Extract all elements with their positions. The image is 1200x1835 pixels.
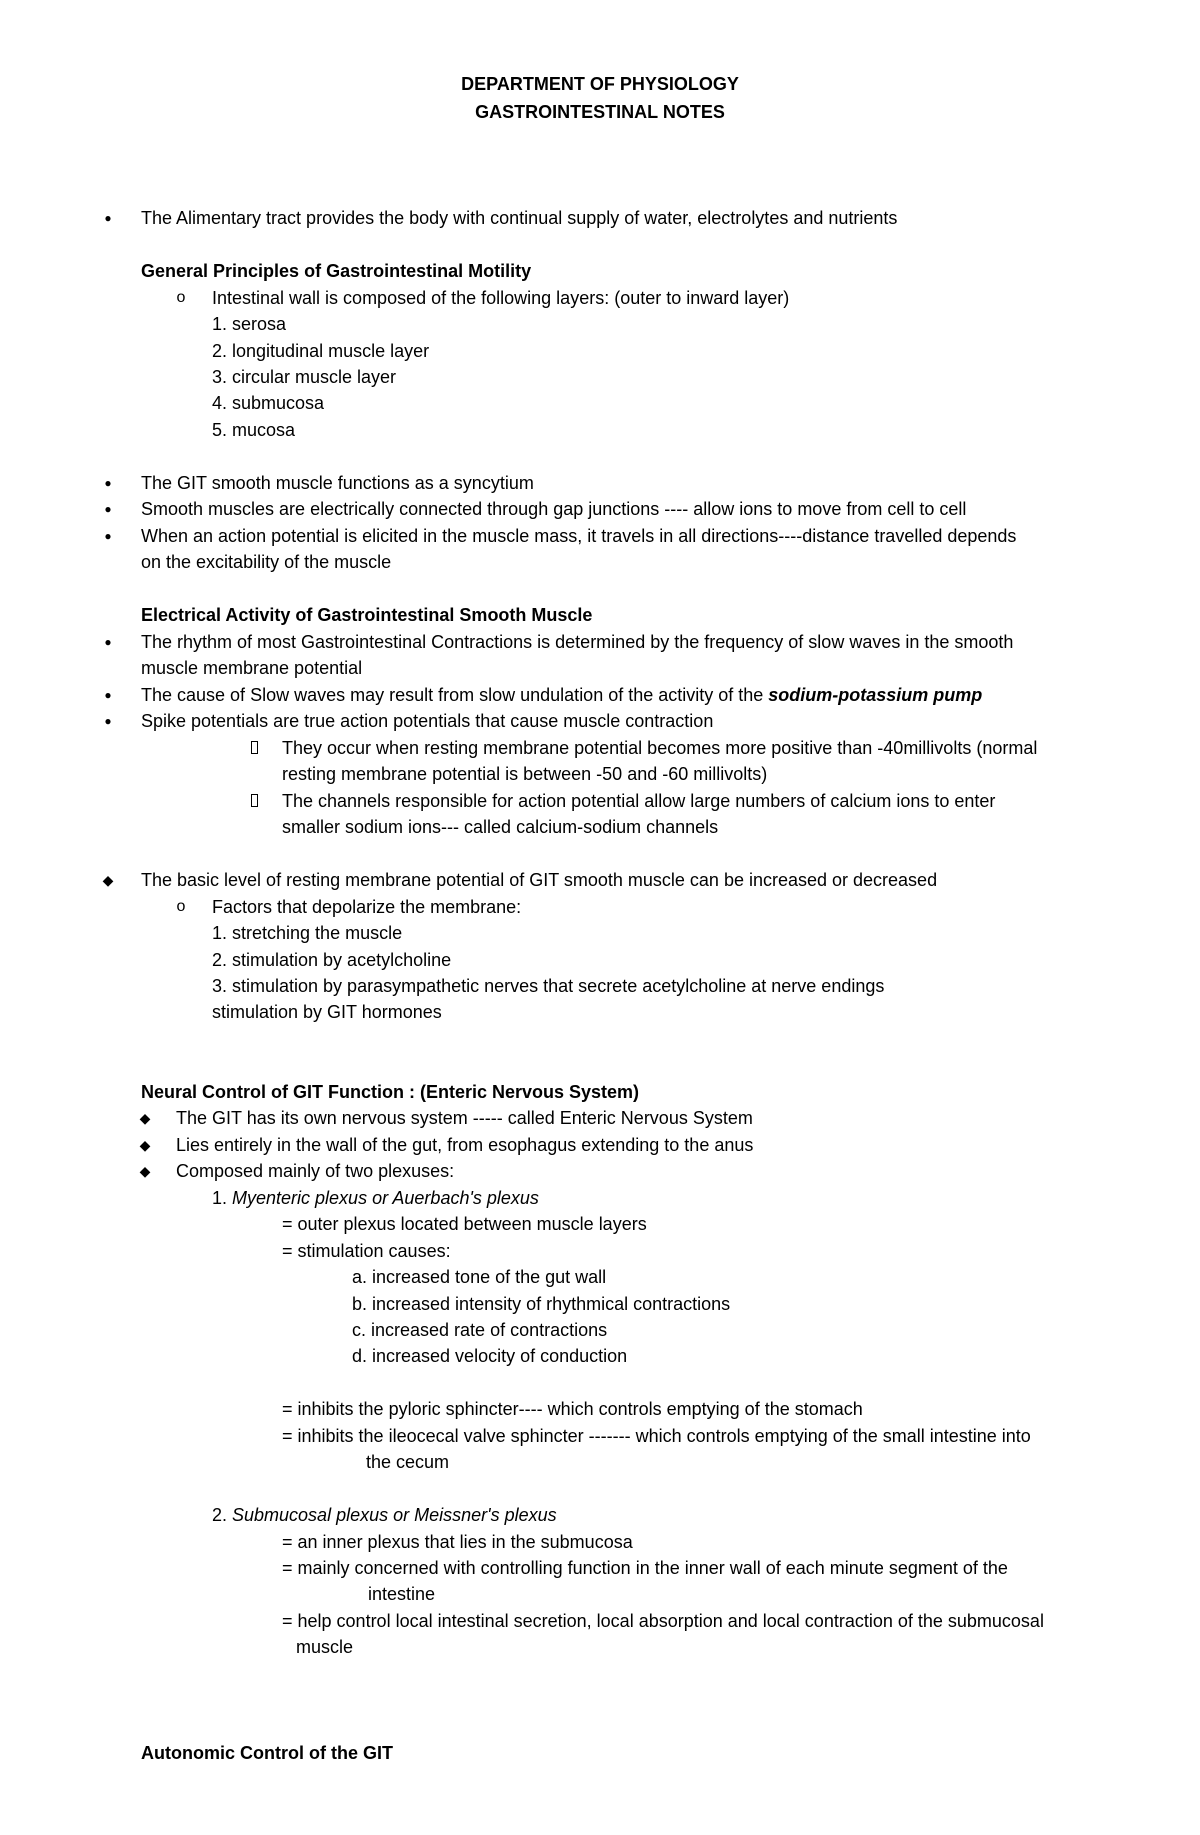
layer-item: 5. mucosa xyxy=(212,420,296,440)
diamond-bullet-icon: ◆ xyxy=(139,1137,151,1153)
square-bullet-icon xyxy=(251,741,258,754)
pyloric-text: = inhibits the pyloric sphincter---- which controls emptying of the stomach xyxy=(282,1399,863,1419)
bullet-icon: ● xyxy=(104,714,112,728)
location-text: Lies entirely in the wall of the gut, from esophagus extending to the anus xyxy=(176,1135,754,1155)
depolarize-item: 1. stretching the muscle xyxy=(212,923,403,943)
effect-item: b. increased intensity of rhythmical contractions xyxy=(352,1294,731,1314)
bullet-icon: ● xyxy=(104,476,112,490)
pump-term: sodium-potassium pump xyxy=(768,685,983,705)
myenteric-stim: = stimulation causes: xyxy=(282,1241,451,1261)
myenteric-desc: = outer plexus located between muscle layers xyxy=(282,1214,647,1234)
plexuses-text: Composed mainly of two plexuses: xyxy=(176,1161,455,1181)
circle-bullet-icon: o xyxy=(176,898,186,915)
spike-sub-1: They occur when resting membrane potential becomes more positive than -40millivolts (normal xyxy=(282,738,1038,758)
action-potential-text-cont: on the excitability of the muscle xyxy=(141,552,392,572)
autonomic-heading: Autonomic Control of the GIT xyxy=(141,1743,393,1763)
slow-wave-text xyxy=(141,684,982,706)
submucosal-function-cont: intestine xyxy=(368,1584,436,1604)
diamond-bullet-icon: ◆ xyxy=(139,1110,151,1126)
notes-title: GASTROINTESTINAL NOTES xyxy=(475,102,725,122)
submucosal-desc: = an inner plexus that lies in the submucosa xyxy=(282,1532,633,1552)
myenteric-title xyxy=(212,1187,539,1209)
layer-item: 1. serosa xyxy=(212,314,287,334)
depolarize-item: 3. stimulation by parasympathetic nerves that secrete acetylcholine at nerve endings xyxy=(212,976,885,996)
effect-item: a. increased tone of the gut wall xyxy=(352,1267,607,1287)
neural-heading: Neural Control of GIT Function : (Enteric Nervous System) xyxy=(141,1082,640,1102)
motility-sub: Intestinal wall is composed of the following layers: (outer to inward layer) xyxy=(212,288,790,308)
submucosal-name: Submucosal plexus or Meissner's plexus xyxy=(232,1505,557,1525)
spike-text: Spike potentials are true action potentials that cause muscle contraction xyxy=(141,711,714,731)
spike-sub-1-cont: resting membrane potential is between -50 and -60 millivolts) xyxy=(282,764,768,784)
ens-text: The GIT has its own nervous system ----- called Enteric Nervous System xyxy=(176,1108,753,1128)
bullet-icon: ● xyxy=(104,502,112,516)
circle-bullet-icon: o xyxy=(176,289,186,306)
effect-item: d. increased velocity of conduction xyxy=(352,1346,628,1366)
submucosal-num: 2. xyxy=(212,1505,233,1525)
bullet-icon: ● xyxy=(104,635,112,649)
submucosal-control: = help control local intestinal secretion, local absorption and local contraction of the submucosal xyxy=(282,1611,1044,1631)
layer-item: 2. longitudinal muscle layer xyxy=(212,341,430,361)
gap-junction-text: Smooth muscles are electrically connected through gap junctions ---- allow ions to move from cell to cell xyxy=(141,499,967,519)
action-potential-text: When an action potential is elicited in the muscle mass, it travels in all directions----distance travelled depends xyxy=(141,526,1017,546)
bullet-icon: ● xyxy=(104,211,112,225)
resting-text: The basic level of resting membrane potential of GIT smooth muscle can be increased or decreased xyxy=(141,870,938,890)
electrical-heading: Electrical Activity of Gastrointestinal Smooth Muscle xyxy=(141,605,593,625)
myenteric-name: Myenteric plexus or Auerbach's plexus xyxy=(232,1188,539,1208)
rhythm-text-cont: muscle membrane potential xyxy=(141,658,363,678)
spike-sub-2: The channels responsible for action potential allow large numbers of calcium ions to enter xyxy=(282,791,996,811)
layer-item: 3. circular muscle layer xyxy=(212,367,397,387)
intro-text: The Alimentary tract provides the body with continual supply of water, electrolytes and nutrients xyxy=(141,208,898,228)
diamond-bullet-icon: ◆ xyxy=(139,1163,151,1179)
diamond-bullet-icon: ◆ xyxy=(102,872,114,888)
myenteric-num: 1. xyxy=(212,1188,233,1208)
rhythm-text: The rhythm of most Gastrointestinal Contractions is determined by the frequency of slow waves in the smooth xyxy=(141,632,1014,652)
depolarize-item: 2. stimulation by acetylcholine xyxy=(212,950,452,970)
ileocecal-text: = inhibits the ileocecal valve sphincter ------- which controls emptying of the small intestine into xyxy=(282,1426,1031,1446)
layer-item: 4. submucosa xyxy=(212,393,325,413)
department-title: DEPARTMENT OF PHYSIOLOGY xyxy=(461,74,739,94)
depolarize-item: stimulation by GIT hormones xyxy=(212,1002,442,1022)
bullet-icon: ● xyxy=(104,529,112,543)
submucosal-control-cont: muscle xyxy=(296,1637,354,1657)
submucosal-function: = mainly concerned with controlling function in the inner wall of each minute segment of the xyxy=(282,1558,1008,1578)
depolarize-sub: Factors that depolarize the membrane: xyxy=(212,897,522,917)
spike-sub-2-cont: smaller sodium ions--- called calcium-sodium channels xyxy=(282,817,719,837)
square-bullet-icon xyxy=(251,794,258,807)
bullet-icon: ● xyxy=(104,688,112,702)
effect-item: c. increased rate of contractions xyxy=(352,1320,608,1340)
slow-wave-text-main: The cause of Slow waves may result from slow undulation of the activity of the xyxy=(141,685,769,705)
submucosal-title xyxy=(212,1504,557,1526)
motility-heading: General Principles of Gastrointestinal Motility xyxy=(141,261,532,281)
ileocecal-text-cont: the cecum xyxy=(366,1452,450,1472)
syncytium-text: The GIT smooth muscle functions as a syncytium xyxy=(141,473,534,493)
